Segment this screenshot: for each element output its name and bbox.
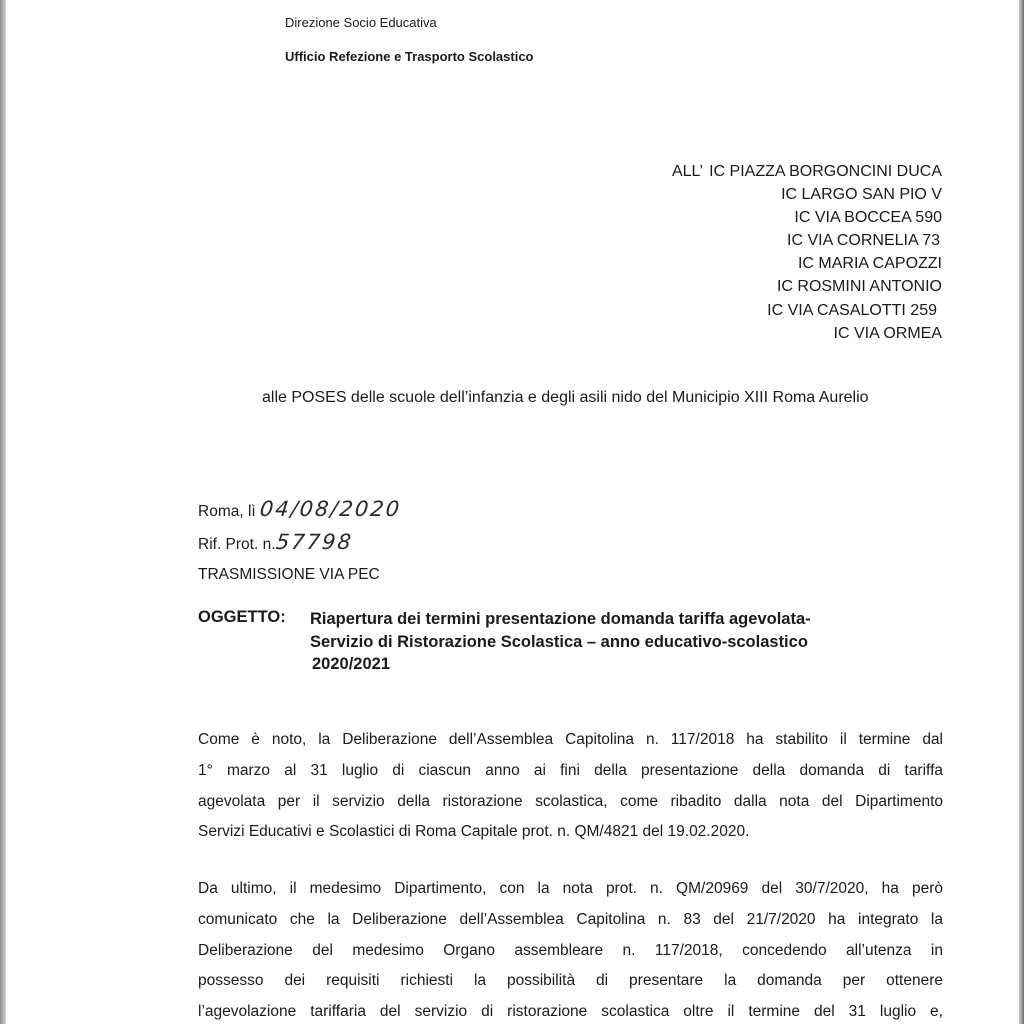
poses-recipients: alle POSES delle scuole dell’infanzia e degli asili nido del Municipio XIII Roma Aurelio [262, 389, 869, 406]
subject-text [310, 608, 811, 676]
paragraph-line: Servizi Educativi e Scolastici di Roma Capitale prot. n. QM/4821 del 19.02.2020. [198, 823, 750, 841]
recipient-item: IC ROSMINI ANTONIO [776, 278, 942, 296]
subject-line: Servizio di Ristorazione Scolastica – anno educativo-scolastico [310, 632, 808, 651]
handwritten-protocol-number: 57798 [274, 530, 354, 554]
recipient-list [672, 160, 942, 345]
recipient-item: IC LARGO SAN PIO V [781, 186, 942, 204]
protocol-label: Rif. Prot. n. [198, 536, 276, 553]
recipient-item: IC VIA BOCCEA 590 [794, 209, 942, 227]
body-paragraph-1 [198, 725, 943, 848]
paragraph-line: agevolata per il servizio della ristorazione scolastica, come ribadito dalla nota del Dipartimento [198, 792, 943, 810]
recipient-item: IC VIA CORNELIA 73 [787, 232, 940, 250]
office-name: Ufficio Refezione e Trasporto Scolastico [285, 49, 534, 64]
protocol-row [198, 530, 352, 554]
recipient-item: IC MARIA CAPOZZI [797, 255, 942, 273]
paragraph-line: possesso dei requisiti richiesti la possibilità di presentare la domanda per ottenere [198, 972, 943, 990]
paragraph-line: comunicato che la Deliberazione dell’Assemblea Capitolina n. 83 del 21/7/2020 ha integrato la [198, 910, 943, 928]
paragraph-line: Deliberazione del medesimo Organo assembleare n. 117/2018, concedendo all’utenza in [198, 941, 943, 959]
paragraph-line: Come è noto, la Deliberazione dell’Assemblea Capitolina n. 117/2018 ha stabilito il termine dal [198, 731, 943, 748]
recipient-item: ALL’ IC PIAZZA BORGONCINI DUCA [671, 163, 942, 180]
department-name: Direzione Socio Educativa [285, 15, 437, 30]
recipient-item: IC VIA ORMEA [833, 324, 942, 342]
paragraph-line: Da ultimo, il medesimo Dipartimento, con la nota prot. n. QM/20969 del 30/7/2020, ha però [198, 880, 943, 897]
subject-line: 2020/2021 [312, 655, 390, 673]
transmission-note: TRASMISSIONE VIA PEC [198, 566, 380, 583]
date-row [198, 497, 401, 521]
body-paragraph-2 [198, 874, 943, 1024]
recipient-item: IC VIA CASALOTTI 259 [767, 301, 937, 319]
handwritten-date: 04/08/2020 [258, 497, 403, 521]
date-label: Roma, lì [198, 503, 256, 520]
scan-edge-left [0, 0, 6, 1024]
subject-label: OGGETTO: [198, 608, 286, 626]
recipient-prefix: ALL’ [671, 163, 704, 180]
subject-line: Riapertura dei termini presentazione domanda tariffa agevolata- [310, 610, 811, 628]
paragraph-line: 1° marzo al 31 luglio di ciascun anno ai fini della presentazione della domanda di tariffa [198, 761, 943, 779]
paragraph-line: l’agevolazione tariffaria del servizio di ristorazione scolastica oltre il termine del 31 luglio e, [198, 1003, 943, 1021]
scan-edge-right [1019, 0, 1024, 1024]
